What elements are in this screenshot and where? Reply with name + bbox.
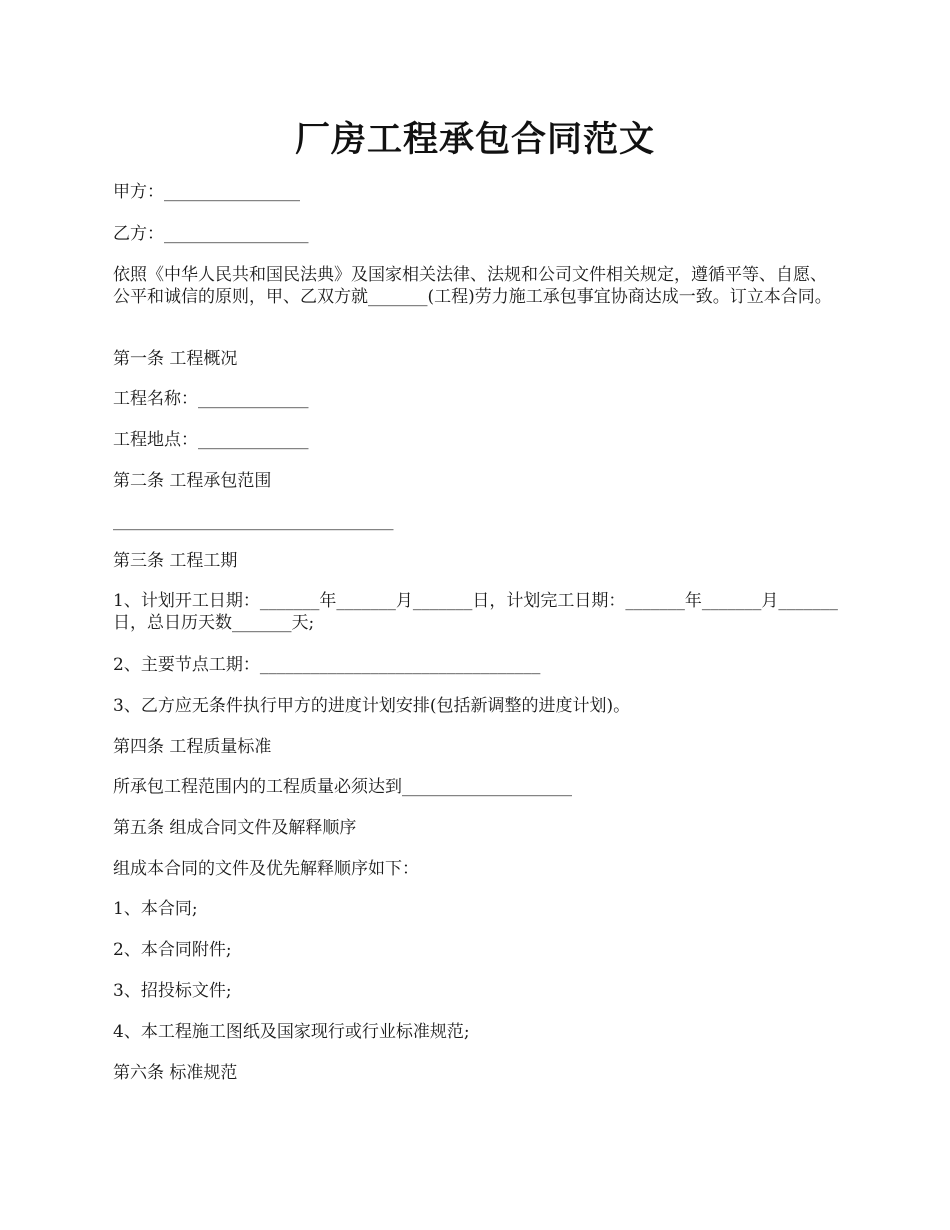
article-6-heading: 第六条 标准规范 [113,1063,238,1083]
documents-item-4: 4、本工程施工图纸及国家现行或行业标准规范; [113,1022,470,1042]
article-5-heading: 第五条 组成合同文件及解释顺序 [113,818,357,838]
scope-blank-line: _________________________________ [113,511,394,531]
schedule-item-3: 3、乙方应无条件执行甲方的进度计划安排(包括新调整的进度计划)。 [113,696,631,716]
schedule-item-2: 2、主要节点工期：_________________________________ [113,655,541,675]
preamble-paragraph: 依照《中华人民共和国民法典》及国家相关法律、法规和公司文件相关规定，遵循平等、自愿、公平和诚信的原则，甲、乙双方就_______(工程)劳力施工承包事宜协商达成一致。订立本合同。 [113,265,832,307]
project-location-line: 工程地点：_____________ [113,430,309,450]
party-a-line: 甲方：________________ [113,182,300,202]
documents-item-1: 1、本合同; [113,899,198,919]
documents-item-3: 3、招投标文件; [113,981,232,1001]
party-b-line: 乙方：_________________ [113,224,309,244]
documents-intro-line: 组成本合同的文件及优先解释顺序如下： [113,859,419,879]
document-title: 厂房工程承包合同范文 [294,119,655,160]
article-2-heading: 第二条 工程承包范围 [113,471,272,491]
schedule-item-1: 1、计划开工日期：_______年_______月_______日，计划完工日期：_______年_______月_______日，总日历天数_______天; [113,591,838,633]
article-1-heading: 第一条 工程概况 [113,349,238,369]
quality-standard-line: 所承包工程范围内的工程质量必须达到____________________ [113,777,572,797]
documents-item-2: 2、本合同附件; [113,940,232,960]
article-4-heading: 第四条 工程质量标准 [113,737,272,757]
article-3-heading: 第三条 工程工期 [113,551,238,571]
project-name-line: 工程名称：_____________ [113,389,309,409]
